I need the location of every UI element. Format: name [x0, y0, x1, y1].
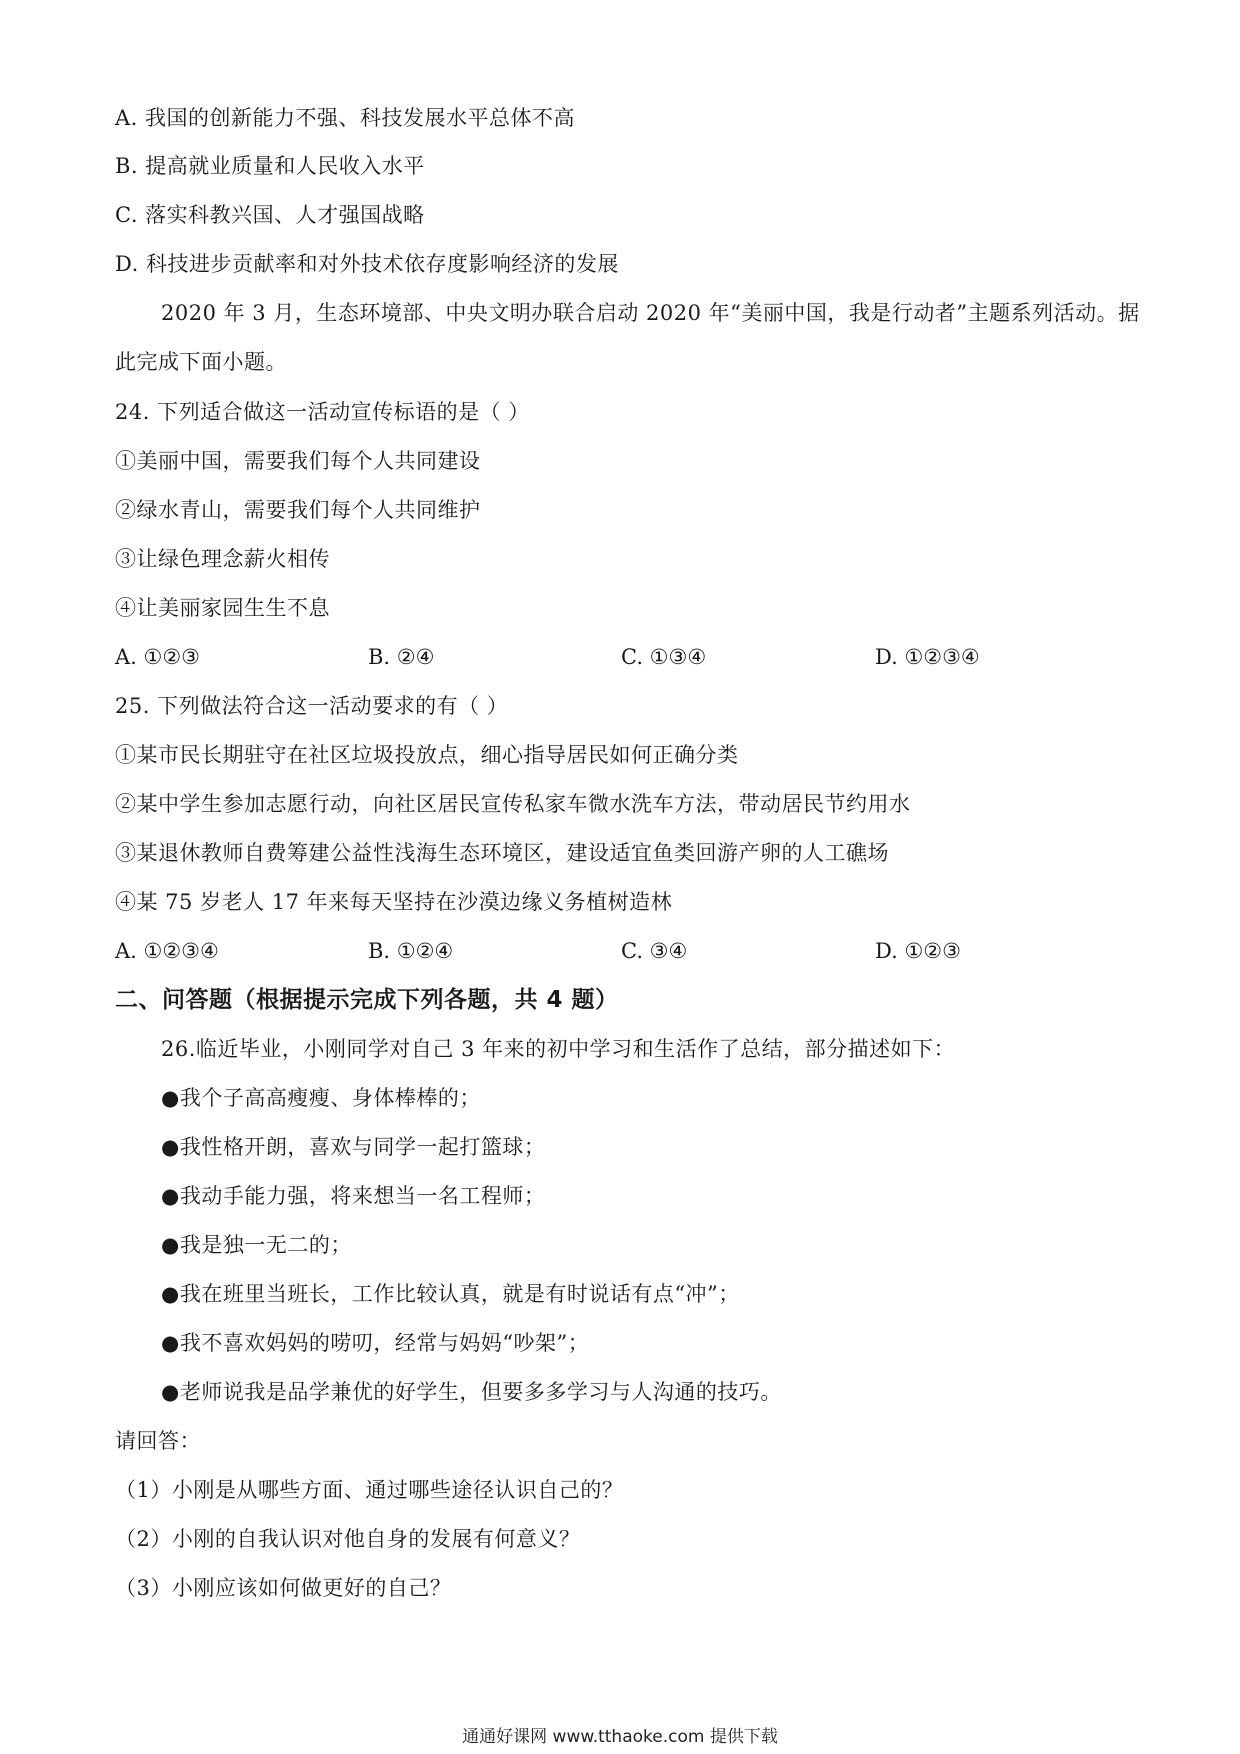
q26-question-1: （1）小刚是从哪些方面、通过哪些途径认识自己的？	[115, 1478, 624, 1502]
q26-prompt: 请回答：	[115, 1429, 201, 1453]
q24-option-a: A. ①②③	[115, 645, 200, 669]
q25-option-a: A. ①②③④	[115, 939, 219, 963]
q26-question-2: （2）小刚的自我认识对他自身的发展有何意义？	[115, 1527, 581, 1551]
q24-option-b: B. ②④	[368, 645, 435, 669]
q25-stem: 25. 下列做法符合这一活动要求的有（ ）	[115, 694, 509, 718]
q23-option-a: A. 我国的创新能力不强、科技发展水平总体不高	[115, 106, 576, 130]
q26-question-3: （3）小刚应该如何做更好的自己？	[115, 1576, 452, 1600]
q25-item-2: ②某中学生参加志愿行动，向社区居民宣传私家车微水洗车方法，带动居民节约用水	[115, 792, 911, 816]
q26-bullet-5: ●我在班里当班长，工作比较认真，就是有时说话有点“冲”；	[161, 1282, 740, 1306]
q26-intro: 26.临近毕业，小刚同学对自己 3 年来的初中学习和生活作了总结，部分描述如下：	[161, 1037, 956, 1061]
q25-option-d: D. ①②③	[875, 939, 961, 963]
q26-bullet-7: ●老师说我是品学兼优的好学生，但要多多学习与人沟通的技巧。	[161, 1380, 782, 1404]
q24-item-1: ①美丽中国，需要我们每个人共同建设	[115, 449, 481, 473]
page-footer: 通通好课网 www.tthaoke.com 提供下载	[462, 1727, 778, 1747]
q26-bullet-6: ●我不喜欢妈妈的唠叨，经常与妈妈“吵架”；	[161, 1331, 590, 1355]
q24-option-c: C. ①③④	[621, 645, 707, 669]
section-heading: 二、问答题（根据提示完成下列各题，共 4 题）	[115, 987, 619, 1013]
q26-bullet-2: ●我性格开朗，喜欢与同学一起打篮球；	[161, 1135, 546, 1159]
material-line-2: 此完成下面小题。	[115, 350, 287, 374]
q23-option-c: C. 落实科教兴国、人才强国战略	[115, 203, 425, 227]
q25-item-3: ③某退休教师自费筹建公益性浅海生态环境区，建设适宜鱼类回游产卵的人工礁场	[115, 841, 889, 865]
q24-option-d: D. ①②③④	[875, 645, 980, 669]
q26-bullet-1: ●我个子高高瘦瘦、身体棒棒的；	[161, 1086, 481, 1110]
q25-option-b: B. ①②④	[368, 939, 454, 963]
q23-option-d: D. 科技进步贡献率和对外技术依存度影响经济的发展	[115, 252, 619, 276]
q25-option-c: C. ③④	[621, 939, 688, 963]
q26-bullet-3: ●我动手能力强，将来想当一名工程师；	[161, 1184, 546, 1208]
q25-item-1: ①某市民长期驻守在社区垃圾投放点，细心指导居民如何正确分类	[115, 743, 739, 767]
q25-item-4: ④某 75 岁老人 17 年来每天坚持在沙漠边缘义务植树造林	[115, 890, 673, 914]
q24-item-2: ②绿水青山，需要我们每个人共同维护	[115, 498, 481, 522]
q24-item-3: ③让绿色理念薪火相传	[115, 547, 330, 571]
q24-item-4: ④让美丽家园生生不息	[115, 596, 330, 620]
q24-stem: 24. 下列适合做这一活动宣传标语的是（ ）	[115, 400, 530, 424]
material-line-1: 2020 年 3 月，生态环境部、中央文明办联合启动 2020 年“美丽中国，我是行动者”主题系列活动。据	[161, 301, 1140, 325]
q26-bullet-4: ●我是独一无二的；	[161, 1233, 352, 1257]
q23-option-b: B. 提高就业质量和人民收入水平	[115, 154, 425, 178]
